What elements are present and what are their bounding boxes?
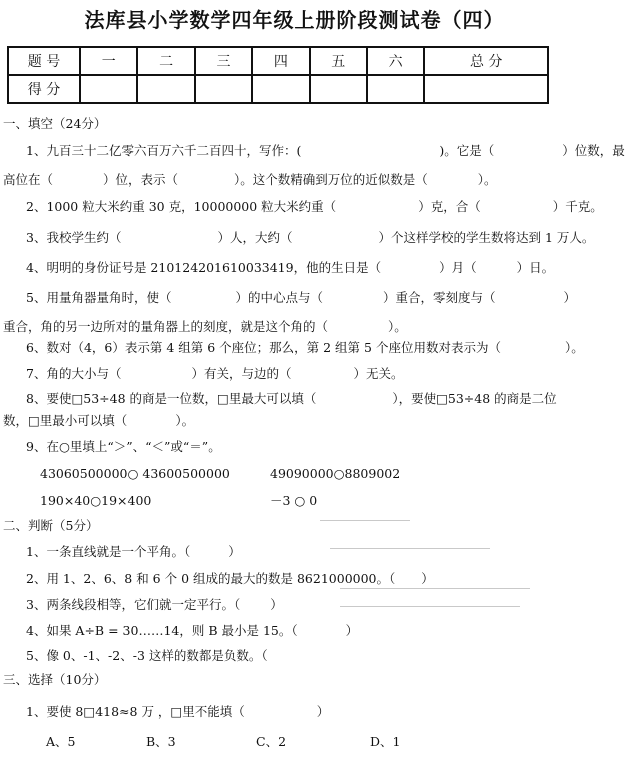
score-blank[interactable]	[195, 75, 252, 103]
q5-text-d: ）	[563, 290, 577, 305]
scan-mark	[320, 520, 410, 521]
judge-3	[26, 597, 283, 613]
question-5-line-1	[26, 290, 576, 306]
section-heading-judge: 二、判断（5分）	[3, 518, 99, 533]
judge-1-close: ）	[228, 544, 241, 559]
q7-text-a: 7、角的大小与（	[26, 366, 122, 381]
choice-1-close: ）	[316, 704, 330, 719]
judge-2	[26, 571, 434, 587]
q2-text-c: ）千克。	[552, 199, 603, 214]
compare-item-1: 43060500000○ 43600500000	[40, 466, 230, 481]
score-row-label: 得 分	[8, 75, 80, 103]
score-table-score-row	[8, 75, 548, 103]
score-blank[interactable]	[252, 75, 309, 103]
question-4	[26, 260, 554, 276]
choice-option-c: C、2	[256, 734, 287, 749]
q1-text-c: ）位数，最	[562, 143, 625, 158]
compare-item-4: －3 ○ 0	[270, 493, 318, 508]
score-blank[interactable]	[424, 75, 548, 103]
score-cell-1: 一	[80, 47, 137, 75]
scan-mark	[330, 548, 490, 549]
q1-text-g: ）。	[477, 172, 497, 187]
score-blank[interactable]	[137, 75, 194, 103]
score-cell-total: 总 分	[424, 47, 548, 75]
judge-5: 5、像 0、-1、-2、-3 这样的数都是负数。（	[26, 648, 268, 663]
question-3	[26, 230, 594, 246]
score-table-header-row	[8, 47, 548, 75]
q6-text-b: ）。	[564, 340, 584, 355]
q5-text-b: ）的中心点与（	[235, 290, 323, 305]
score-table	[7, 46, 549, 104]
judge-1	[26, 544, 241, 560]
question-2	[26, 199, 603, 215]
q8-text-a: 8、要使□53÷48 的商是一位数，□里最大可以填（	[26, 391, 317, 406]
q3-text-c: ）个这样学校的学生数将达到 1 万人。	[378, 230, 595, 245]
score-blank[interactable]	[80, 75, 137, 103]
q8-text-c: 数，□里最小可以填（	[3, 413, 128, 428]
q5-text-c: ）重合，零刻度与（	[382, 290, 496, 305]
score-cell-5: 五	[310, 47, 367, 75]
score-cell-3: 三	[195, 47, 252, 75]
judge-2-close: ）	[421, 571, 434, 586]
q1-text-d: 高位在（	[3, 172, 54, 187]
score-cell-4: 四	[252, 47, 309, 75]
section-heading-choice: 三、选择（10分）	[3, 672, 107, 687]
score-cell-label: 题 号	[8, 47, 80, 75]
question-7	[26, 366, 404, 382]
judge-2-text: 2、用 1、2、6、8 和 6 个 0 组成的最大的数是 8621000000。（	[26, 571, 396, 586]
choice-option-a: A、5	[46, 734, 76, 749]
judge-3-text: 3、两条线段相等，它们就一定平行。（	[26, 597, 241, 612]
judge-4-text: 4、如果 A÷B = 30……14，则 B 最小是 15。（	[26, 623, 298, 638]
q7-text-b: ）有关，与边的（	[191, 366, 292, 381]
scan-mark	[340, 588, 530, 589]
q1-text-f: ）。这个数精确到万位的近似数是（	[234, 172, 428, 187]
q8-text-b: ），要使□53÷48 的商是二位	[392, 391, 557, 406]
question-6	[26, 340, 584, 356]
question-5-line-2	[3, 319, 407, 335]
question-8-line-1	[26, 391, 557, 407]
compare-item-3: 190×40○19×400	[40, 493, 152, 508]
q2-text-a: 2、1000 粒大米约重 30 克，10000000 粒大米约重（	[26, 199, 337, 214]
q1-text-e: ）位，表示（	[103, 172, 179, 187]
judge-4	[26, 623, 358, 639]
choice-option-b: B、3	[146, 734, 176, 749]
q3-text-b: ）人，大约（	[217, 230, 293, 245]
q1-text-a: 1、九百三十二亿零六百万六千二百四十，写作：(	[26, 143, 302, 158]
score-blank[interactable]	[367, 75, 424, 103]
page-title: 法库县小学数学四年级上册阶段测试卷（四）	[84, 8, 505, 32]
choice-option-d: D、1	[370, 734, 401, 749]
q4-text-c: ）日。	[516, 260, 555, 275]
judge-3-close: ）	[270, 597, 283, 612]
q4-text-a: 4、明明的身份证号是 210124201610033419，他的生日是（	[26, 260, 382, 275]
q4-text-b: ）月（	[439, 260, 477, 275]
question-9: 9、在○里填上“＞”、“＜”或“＝”。	[26, 439, 221, 454]
section-heading-fill: 一、填空（24分）	[3, 116, 107, 131]
question-1-line-1	[26, 143, 625, 159]
q5-text-e: 重合，角的另一边所对的量角器上的刻度，就是这个角的（	[3, 319, 329, 334]
question-1-line-2	[3, 172, 497, 188]
q5-text-a: 5、用量角器量角时，使（	[26, 290, 172, 305]
q5-text-f: ）。	[388, 319, 407, 334]
judge-4-close: ）	[345, 623, 359, 638]
choice-1	[26, 704, 329, 720]
q1-text-b: )。它是（	[439, 143, 495, 158]
question-8-line-2	[3, 413, 194, 429]
scan-mark	[340, 606, 520, 607]
score-blank[interactable]	[310, 75, 367, 103]
q6-text-a: 6、数对（4，6）表示第 4 组第 6 个座位；那么，第 2 组第 5 个座位用数对表示为（	[26, 340, 501, 355]
score-cell-2: 二	[137, 47, 194, 75]
q7-text-c: ）无关。	[353, 366, 404, 381]
q8-text-d: ）。	[175, 413, 195, 428]
score-cell-6: 六	[367, 47, 424, 75]
q2-text-b: ）克，合（	[418, 199, 481, 214]
choice-1-text: 1、要使 8□418≈8 万 ，□里不能填（	[26, 704, 245, 719]
q3-text-a: 3、我校学生约（	[26, 230, 122, 245]
judge-1-text: 1、一条直线就是一个平角。（	[26, 544, 191, 559]
compare-item-2: 49090000○8809002	[270, 466, 401, 481]
